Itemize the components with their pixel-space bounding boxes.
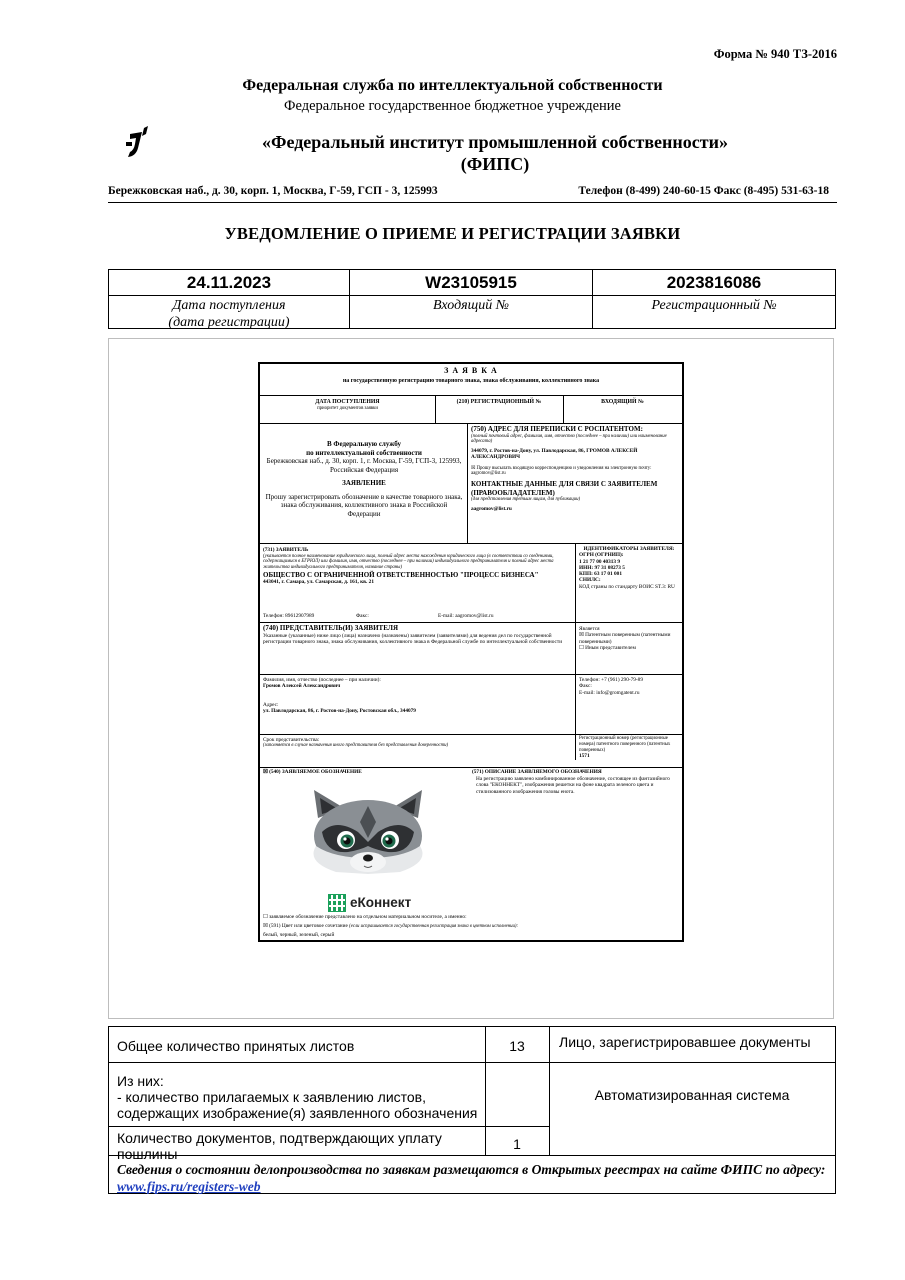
registry-link[interactable]: www.fips.ru/registers-web xyxy=(117,1179,261,1194)
notice-title: УВЕДОМЛЕНИЕ О ПРИЕМЕ И РЕГИСТРАЦИИ ЗАЯВКИ xyxy=(224,224,681,243)
receipt-date-sub: приоритет документов заявки xyxy=(317,406,378,411)
fips-logo-icon xyxy=(124,126,152,162)
representative-block xyxy=(263,624,573,645)
form-number: Форма № 940 ТЗ-2016 xyxy=(713,47,837,61)
form-rule xyxy=(575,622,576,760)
contact-note: (для представления третьим лицам, для публикации) xyxy=(471,497,581,503)
representative-address-label: Адрес: xyxy=(263,702,279,708)
incoming-number-cell xyxy=(350,270,593,328)
representative-phone: Телефон: +7 (961) 290-79-89 xyxy=(579,677,643,683)
representative-address: ул. Павлодарская, 86, г. Ростов-на-Дону, Ростовская обл., 344079 xyxy=(263,708,416,715)
correspondence-email-note: ☒ Прошу высылать входящую корреспонденцию и уведомления на электронную почту: aagromov@list.ru xyxy=(471,465,652,477)
applicant-country-code: КОД страны по стандарту ВОИС ST.3: RU xyxy=(579,583,675,590)
applicant-fax: Факс: xyxy=(356,613,369,619)
representation-term-note: (заполняется в случае назначения иного представителя без представления доверенности) xyxy=(263,743,449,749)
representative-address-block xyxy=(263,702,573,715)
representative-name-label: Фамилия, имя, отчество (последнее – при наличии): xyxy=(263,677,381,683)
applicant-block xyxy=(263,545,573,586)
to-service-line-2: по интеллектуальной собственности xyxy=(306,448,422,457)
summary-table xyxy=(108,1026,836,1194)
representative-name-block xyxy=(263,677,573,690)
form-rule xyxy=(260,767,682,768)
form-rule xyxy=(260,674,682,675)
form-rule xyxy=(260,543,682,544)
institution-name xyxy=(170,131,820,175)
to-service-line-1: В Федеральную службу xyxy=(327,440,401,448)
correspondence-label: (750) АДРЕС ДЛЯ ПЕРЕПИСКИ С РОСПАТЕНТОМ: xyxy=(471,425,643,433)
contact-email: aagromov@list.ru xyxy=(471,506,512,513)
total-sheets-label: Общее количество принятых листов xyxy=(117,1038,355,1054)
form-rule xyxy=(575,543,576,622)
form-reg-no-label: (210) РЕГИСТРАЦИОННЫЙ № xyxy=(456,399,542,405)
representative-text: Указанные (указанные) ниже лицо (лица) назначено (назначены) заявителем (заявителями) для ведения дел по государственной регистрации товарного знака, знака обслуживания, коллективного знака в Федеральной службе по интеллектуальной собственности xyxy=(263,632,563,645)
applicant-kpp: КПП: 63 17 01 001 xyxy=(579,571,622,578)
institution-name-full: «Федеральный институт промышленной собственности» xyxy=(261,132,728,152)
table-rule xyxy=(109,1126,550,1127)
representative-email: E-mail: info@gromgatent.ru xyxy=(579,689,640,696)
representative-fax: Факс: xyxy=(579,683,592,690)
representative-type-block xyxy=(579,626,681,651)
registration-table xyxy=(108,269,836,329)
application-title: З А Я В К А xyxy=(444,366,498,375)
attorney-reg-block xyxy=(579,736,681,760)
registration-number: 2023816086 xyxy=(593,270,835,296)
form-rule xyxy=(260,423,682,424)
application-subtitle: на государственную регистрацию товарного знака, знака обслуживания, коллективного знака xyxy=(342,378,600,384)
payment-docs-label: Количество документов, подтверждающих уплату пошлины xyxy=(117,1130,442,1162)
description-label: (571) ОПИСАНИЕ ЗАЯВЛЯЕМОГО ОБОЗНАЧЕНИЯ xyxy=(472,769,602,775)
registration-date: 24.11.2023 xyxy=(109,270,349,296)
correspondence-address: 344079, г. Ростов-на-Дону, ул. Павлодарская, 86, ГРОМОВ АЛЕКСЕЙ АЛЕКСАНДРОВИЧ xyxy=(471,448,638,461)
registry-footer-text: Сведения о состоянии делопроизводства по заявкам размещаются в Открытых реестрах на сайте ФИПС по адресу: xyxy=(117,1162,826,1177)
representative-label: (740) ПРЕДСТАВИТЕЛЬ(И) ЗАЯВИТЕЛЯ xyxy=(263,624,399,632)
institution-address: Бережковская наб., д. 30, корп. 1, Москва, Г-59, ГСП - 3, 125993 xyxy=(108,185,438,197)
representative-patent-attorney: ☒ Патентным поверенным (патентными поверенными) xyxy=(579,632,671,645)
contact-title: КОНТАКТНЫЕ ДАННЫЕ ДЛЯ СВЯЗИ С ЗАЯВИТЕЛЕМ (ПРАВООБЛАДАТЕЛЕМ) xyxy=(471,480,658,497)
representative-name: Громов Алексей Александрович xyxy=(263,683,341,690)
attorney-reg-label: Регистрационный номер (регистрационные номера) патентного поверенного (патентных поверенных) xyxy=(579,736,671,753)
applicant-ids-title: ИДЕНТИФИКАТОРЫ ЗАЯВИТЕЛЯ: xyxy=(583,546,675,552)
color-block xyxy=(263,923,679,930)
registration-date-label: Дата поступления xyxy=(172,298,286,313)
color-label: ☒ (591) Цвет или цветовое сочетание xyxy=(263,923,348,929)
receipt-date-label: ДАТА ПОСТУПЛЕНИЯ xyxy=(315,399,380,405)
representative-is: Является xyxy=(579,626,600,632)
attached-sheets-label: - количество прилагаемых к заявлению листов, содержащих изображение(я) заявленного обозначения xyxy=(117,1089,478,1121)
applicant-ogrn: 1 21 77 00 40313 9 xyxy=(579,558,621,565)
to-service-address: Бережковская наб., д. 30, корп. 1, г. Москва, Г-59, ГСП-3, 125993, Российская Федерация xyxy=(266,457,462,474)
correspondence-block xyxy=(471,425,678,512)
header-divider xyxy=(108,202,837,203)
applicant-phone: Телефон: 89612907989 xyxy=(263,613,315,619)
application-form-scan xyxy=(258,362,684,942)
payment-docs-value: 1 xyxy=(513,1136,521,1152)
applicant-ids-block xyxy=(579,546,679,590)
colors-list: белый, черный, зеленый, серый xyxy=(263,932,335,938)
representative-other: ☐ Иным представителем xyxy=(579,644,636,651)
applicant-note: (указывается полное наименование юридического лица, полный адрес места нахождения юридического лица (в соответствии со сведениями, содержащимися в ЕГРЮЛ) или фамилия, имя, отчество (последнее – при наличии) индивидуального предпринимателя и полный адрес места жительства индивидуального предпринимателя, название страны) xyxy=(263,553,554,571)
form-incoming-label: ВХОДЯЩИЙ № xyxy=(601,399,644,405)
institution-phones: Телефон (8-499) 240-60-15 Факс (8-495) 531-63-18 xyxy=(578,185,829,197)
incoming-number-label: Входящий № xyxy=(433,298,509,313)
agency-title: Федеральная служба по интеллектуальной собственности xyxy=(242,77,663,94)
description-text: На регистрацию заявлено комбинированное обозначение, состоящее из фантазийного слова "ЕКОННЕКТ", изображения решетки на фоне квадрата зеленого цвета и стилизованного изображения головы енота. xyxy=(476,776,670,795)
registered-by-value: Автоматизированная система xyxy=(594,1087,790,1103)
statement-text: Прошу зарегистрировать обозначение в качестве товарного знака, знака обслуживания, коллективного знака в Российской Федерации xyxy=(265,492,463,518)
to-service-block xyxy=(264,440,464,518)
brand-wordmark: еКоннект xyxy=(350,895,412,910)
attorney-reg-number: 1571 xyxy=(579,753,590,760)
representation-term-block xyxy=(263,737,573,749)
form-rule xyxy=(260,395,682,396)
correspondence-note: (полный почтовый адрес, фамилия, имя, отчество (последнее – при наличии) или наименование адресата) xyxy=(471,433,667,445)
registration-number-label: Регистрационный № xyxy=(651,298,777,313)
mark-label: ☒ (540) ЗАЯВЛЯЕМОЕ ОБОЗНАЧЕНИЕ xyxy=(263,769,362,775)
table-rule xyxy=(549,1062,835,1063)
attached-sheets-block xyxy=(117,1073,483,1121)
separate-carrier-note: ☐ заявляемое обозначение представлено на отдельном материальном носителе, а именно: xyxy=(263,914,467,920)
applicant-inn: ИНН: 97 31 08273 5 xyxy=(579,564,625,571)
representation-term-label: Срок представительства: xyxy=(263,737,320,743)
institution-type: Федеральное государственное бюджетное учреждение xyxy=(284,98,621,114)
registration-number-cell xyxy=(593,270,835,328)
incoming-number: W23105915 xyxy=(350,270,592,296)
applicant-email: E-mail: aagromov@list.ru xyxy=(438,613,494,619)
representative-contacts xyxy=(579,677,681,696)
applicant-ogrn-label: ОГРН (ОГРНИП): xyxy=(579,552,624,559)
institution-name-abbr: (ФИПС) xyxy=(460,154,530,174)
trademark-image xyxy=(292,788,444,916)
applicant-snils: СНИЛС: xyxy=(579,577,601,584)
applicant-label: (731) ЗАЯВИТЕЛЬ xyxy=(263,547,309,553)
registered-by-label: Лицо, зарегистрировавшее документы xyxy=(559,1034,811,1050)
statement-title: ЗАЯВЛЕНИЕ xyxy=(342,479,386,487)
color-note: (если испрашивается государственная регистрация знака в цветном исполнении): xyxy=(349,924,519,929)
total-sheets-value: 13 xyxy=(509,1038,525,1054)
applicant-name: ОБЩЕСТВО С ОГРАНИЧЕННОЙ ОТВЕТСТВЕННОСТЬЮ "ПРОЦЕСС БИЗНЕСА" xyxy=(263,570,539,579)
table-rule xyxy=(109,1062,550,1063)
registration-date-cell xyxy=(109,270,350,328)
form-rule xyxy=(260,622,682,623)
registration-date-label-2: (дата регистрации) xyxy=(168,315,290,330)
of-them-label: Из них: xyxy=(117,1073,164,1089)
form-rule xyxy=(260,734,682,735)
form-rule xyxy=(467,423,468,543)
grid-logo-icon xyxy=(328,894,346,912)
registry-footer xyxy=(117,1161,829,1195)
applicant-address: 443041, г. Самара, ул. Самарская, д. 161, кв. 21 xyxy=(263,579,374,586)
